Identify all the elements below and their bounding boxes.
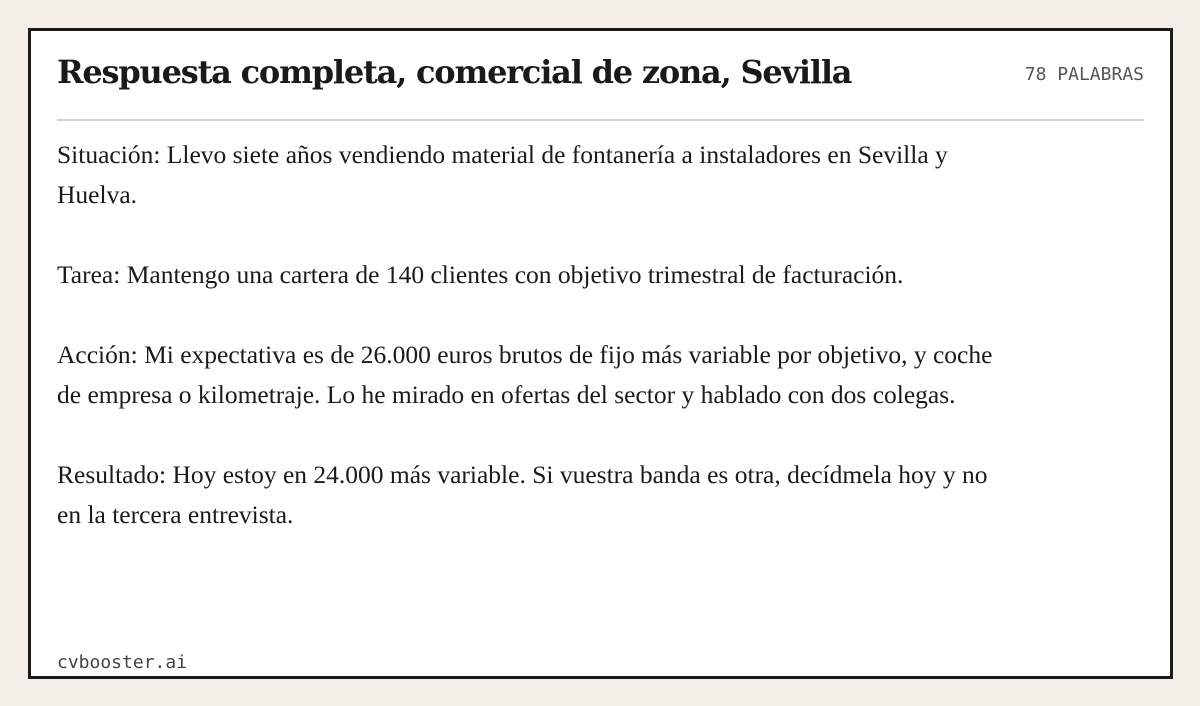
paragraph-resultado: Resultado: Hoy estoy en 24.000 más variable. Si vuestra banda es otra, decídmela hoy y no en la tercera entrevista. — [57, 460, 988, 529]
paragraph-tarea: Tarea: Mantengo una cartera de 140 clientes con objetivo trimestral de facturación. — [57, 260, 904, 289]
answer-body — [57, 135, 997, 535]
answer-card — [28, 28, 1173, 679]
card-title: Respuesta completa, comercial de zona, Sevilla — [57, 53, 852, 91]
paragraph-accion: Acción: Mi expectativa es de 26.000 euros brutos de fijo más variable por objetivo, y coche de empresa o kilometraje. Lo he mirado en ofertas del sector y hablado con dos colegas. — [57, 340, 993, 409]
brand-watermark: cvbooster.ai — [57, 652, 188, 673]
card-header — [57, 31, 1144, 121]
paragraph-situacion: Situación: Llevo siete años vendiendo material de fontanería a instaladores en Sevilla y Huelva. — [57, 140, 948, 209]
word-count-badge: 78 PALABRAS — [1024, 64, 1144, 85]
